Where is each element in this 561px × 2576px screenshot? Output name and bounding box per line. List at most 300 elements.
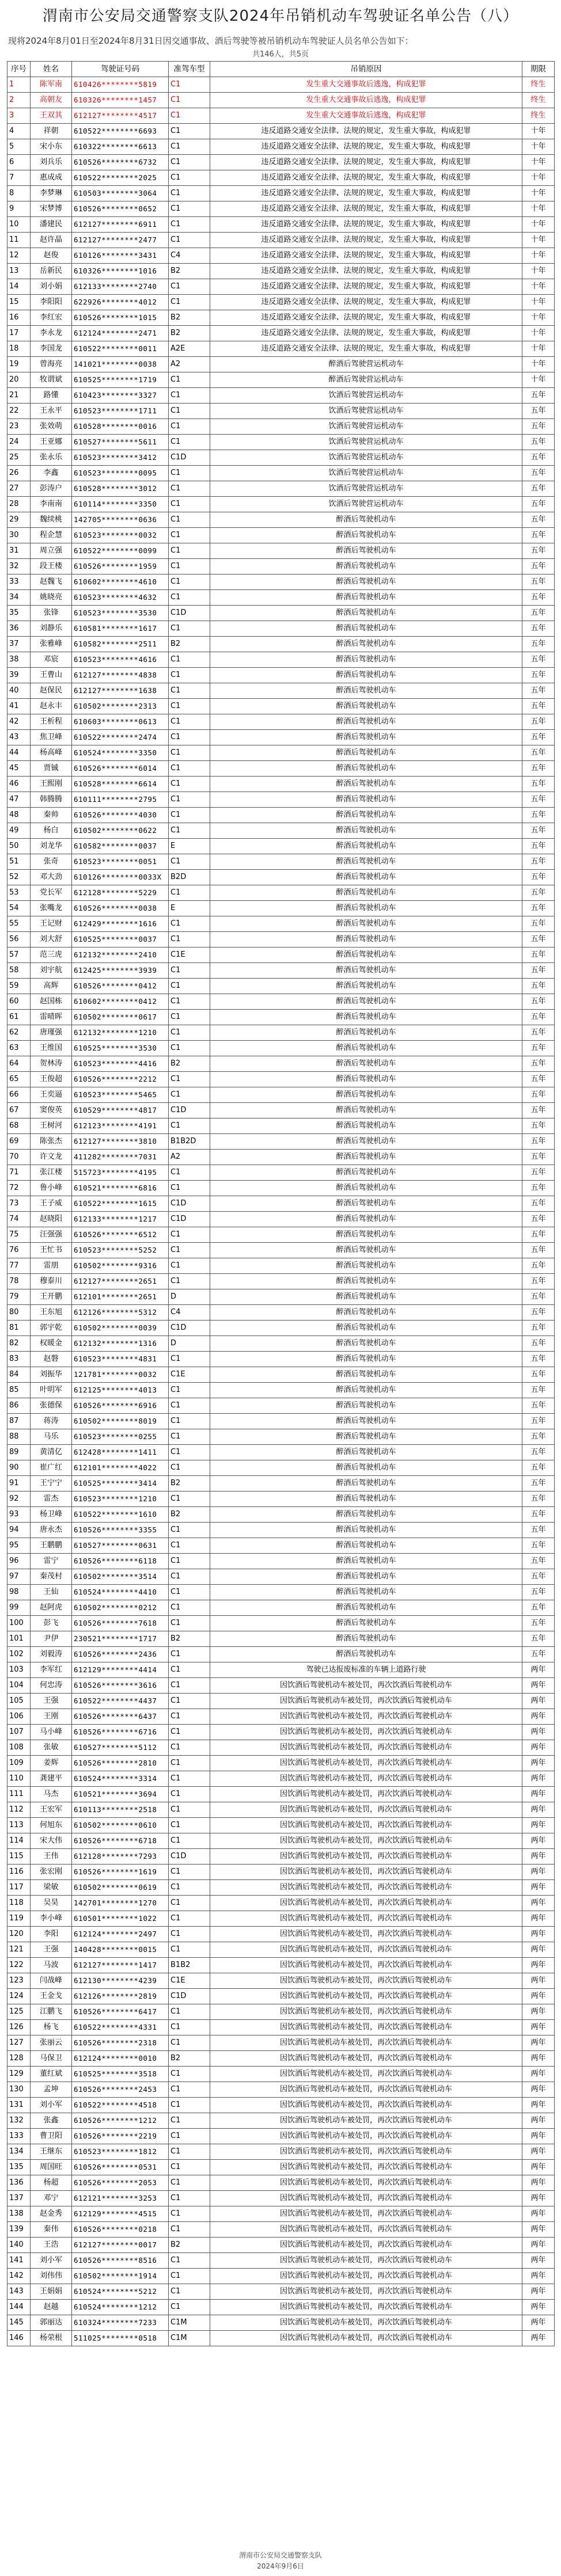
row-term: 两年 bbox=[522, 2113, 555, 2129]
table-row bbox=[7, 1150, 555, 1165]
row-vehicle-class: C1 bbox=[169, 1600, 210, 1616]
row-reason: 因饮酒后驾驶机动车被处罚，再次饮酒后驾驶机动车 bbox=[210, 1725, 522, 1740]
row-term: 五年 bbox=[522, 1025, 555, 1041]
row-vehicle-class: C1 bbox=[169, 1414, 210, 1429]
row-name: 王强 bbox=[31, 1942, 72, 1958]
row-term: 五年 bbox=[522, 1196, 555, 1212]
row-name: 潘建民 bbox=[31, 217, 72, 233]
row-name: 高辉 bbox=[31, 979, 72, 994]
row-term: 两年 bbox=[522, 2315, 555, 2331]
row-name: 周立强 bbox=[31, 543, 72, 559]
row-license-no: 612132********1210 bbox=[72, 1025, 169, 1041]
row-term: 十年 bbox=[522, 264, 555, 279]
row-vehicle-class: C1 bbox=[169, 2222, 210, 2238]
row-license-no: 610523********5465 bbox=[72, 1087, 169, 1103]
row-index: 139 bbox=[7, 2222, 31, 2238]
table-row bbox=[7, 1321, 555, 1336]
row-index: 40 bbox=[7, 683, 31, 699]
row-index: 144 bbox=[7, 2300, 31, 2315]
row-name: 赵晓阳 bbox=[31, 1212, 72, 1227]
row-term: 五年 bbox=[522, 1134, 555, 1150]
row-reason: 醉酒后驾驶机动车 bbox=[210, 1600, 522, 1616]
row-reason: 醉酒后驾驶机动车 bbox=[210, 1429, 522, 1445]
row-vehicle-class: C1 bbox=[169, 466, 210, 481]
row-reason: 醉酒后驾驶机动车 bbox=[210, 730, 522, 745]
row-license-no: 121781********0032 bbox=[72, 1367, 169, 1383]
row-license-no: 610502********0610 bbox=[72, 1818, 169, 1833]
row-license-no: 610526********1212 bbox=[72, 2113, 169, 2129]
row-index: 67 bbox=[7, 1103, 31, 1118]
row-name: 王析程 bbox=[31, 714, 72, 730]
row-license-no: 610526********6512 bbox=[72, 1227, 169, 1243]
row-index: 112 bbox=[7, 1802, 31, 1818]
row-index: 14 bbox=[7, 279, 31, 295]
table-row bbox=[7, 808, 555, 823]
row-term: 两年 bbox=[522, 1989, 555, 2004]
row-name: 崔广红 bbox=[31, 1460, 72, 1476]
table-row bbox=[7, 2206, 555, 2222]
row-name: 杨荣根 bbox=[31, 2331, 72, 2346]
row-vehicle-class: C1 bbox=[169, 1538, 210, 1554]
row-term: 五年 bbox=[522, 497, 555, 512]
row-index: 13 bbox=[7, 264, 31, 279]
table-row bbox=[7, 1196, 555, 1212]
row-index: 106 bbox=[7, 1709, 31, 1725]
row-term: 五年 bbox=[522, 621, 555, 637]
table-row bbox=[7, 1507, 555, 1523]
row-reason: 醉酒后驾驶机动车 bbox=[210, 1460, 522, 1476]
row-vehicle-class: C1 bbox=[169, 1725, 210, 1740]
row-vehicle-class: C1 bbox=[169, 1833, 210, 1849]
row-reason: 因饮酒后驾驶机动车被处罚，再次饮酒后驾驶机动车 bbox=[210, 2160, 522, 2175]
row-name: 刘毅涛 bbox=[31, 1647, 72, 1662]
table-row bbox=[7, 1647, 555, 1662]
row-license-no: 610526********0531 bbox=[72, 2160, 169, 2175]
row-vehicle-class: E bbox=[169, 901, 210, 916]
row-license-no: 610526********0038 bbox=[72, 901, 169, 916]
row-vehicle-class: C1 bbox=[169, 652, 210, 668]
row-reason: 醉酒后驾驶机动车 bbox=[210, 1305, 522, 1321]
row-term: 两年 bbox=[522, 2129, 555, 2144]
row-term: 两年 bbox=[522, 1694, 555, 1709]
row-license-no: 610582********2511 bbox=[72, 637, 169, 652]
table-row bbox=[7, 2004, 555, 2020]
row-index: 26 bbox=[7, 466, 31, 481]
row-name: 王开鹏 bbox=[31, 1289, 72, 1305]
table-row bbox=[7, 1165, 555, 1181]
row-vehicle-class: C1 bbox=[169, 1787, 210, 1802]
row-license-no: 610526********3355 bbox=[72, 1523, 169, 1538]
row-index: 15 bbox=[7, 295, 31, 310]
row-license-no: 612126********2819 bbox=[72, 1989, 169, 2004]
table-row bbox=[7, 1087, 555, 1103]
row-license-no: 610525********1719 bbox=[72, 372, 169, 388]
row-license-no: 610526********1959 bbox=[72, 559, 169, 574]
row-reason: 因饮酒后驾驶机动车被处罚，再次饮酒后驾驶机动车 bbox=[210, 2331, 522, 2346]
row-vehicle-class: C1D bbox=[169, 1212, 210, 1227]
row-name: 刘振华 bbox=[31, 1367, 72, 1383]
row-term: 五年 bbox=[522, 404, 555, 419]
row-vehicle-class: B2 bbox=[169, 1631, 210, 1647]
row-vehicle-class: C1 bbox=[169, 77, 210, 93]
row-name: 刘兵乐 bbox=[31, 155, 72, 170]
row-vehicle-class: C1 bbox=[169, 139, 210, 155]
row-license-no: 610423********3327 bbox=[72, 388, 169, 404]
row-reason: 醉酒后驾驶机动车 bbox=[210, 1087, 522, 1103]
row-term: 两年 bbox=[522, 2253, 555, 2269]
row-license-no: 610521********3694 bbox=[72, 1787, 169, 1802]
row-license-no: 610521********6816 bbox=[72, 1181, 169, 1196]
row-license-no: 610524********3314 bbox=[72, 1771, 169, 1787]
row-vehicle-class: C1E bbox=[169, 1367, 210, 1383]
row-index: 25 bbox=[7, 450, 31, 466]
row-reason: 醉酒后驾驶机动车 bbox=[210, 1321, 522, 1336]
row-vehicle-class: C1 bbox=[169, 108, 210, 124]
row-index: 60 bbox=[7, 994, 31, 1010]
row-vehicle-class: D bbox=[169, 1336, 210, 1352]
table-row bbox=[7, 2253, 555, 2269]
row-term: 五年 bbox=[522, 1274, 555, 1289]
table-row bbox=[7, 854, 555, 870]
row-index: 143 bbox=[7, 2284, 31, 2300]
row-name: 雷宁 bbox=[31, 1554, 72, 1569]
row-reason: 因饮酒后驾驶机动车被处罚，再次饮酒后驾驶机动车 bbox=[210, 2315, 522, 2331]
row-reason: 因饮酒后驾驶机动车被处罚，再次饮酒后驾驶机动车 bbox=[210, 1989, 522, 2004]
row-reason: 因饮酒后驾驶机动车被处罚，再次饮酒后驾驶机动车 bbox=[210, 2175, 522, 2191]
table-row bbox=[7, 916, 555, 932]
row-vehicle-class: C1 bbox=[169, 1709, 210, 1725]
row-reason: 醉酒后驾驶机动车 bbox=[210, 745, 522, 761]
row-name: 李军红 bbox=[31, 1662, 72, 1678]
row-index: 145 bbox=[7, 2315, 31, 2331]
row-name: 窦俊英 bbox=[31, 1103, 72, 1118]
row-name: 岳新民 bbox=[31, 264, 72, 279]
row-term: 五年 bbox=[522, 777, 555, 792]
table-row bbox=[7, 404, 555, 419]
row-vehicle-class: C1 bbox=[169, 2067, 210, 2082]
row-reason: 违反道路交通安全法律、法规的规定，发生重大事故，构成犯罪 bbox=[210, 326, 522, 341]
row-license-no: 610522********1610 bbox=[72, 1507, 169, 1523]
row-license-no: 610581********1617 bbox=[72, 621, 169, 637]
row-license-no: 610526********6718 bbox=[72, 1833, 169, 1849]
table-row bbox=[7, 1523, 555, 1538]
table-row bbox=[7, 870, 555, 885]
row-license-no: 612125********4013 bbox=[72, 1383, 169, 1398]
row-license-no: 612127********4838 bbox=[72, 668, 169, 683]
row-term: 五年 bbox=[522, 637, 555, 652]
row-name: 姚晓亮 bbox=[31, 590, 72, 606]
table-row bbox=[7, 1880, 555, 1896]
row-term: 两年 bbox=[522, 2004, 555, 2020]
row-license-no: 610426********5819 bbox=[72, 77, 169, 93]
row-name: 杨高峰 bbox=[31, 745, 72, 761]
row-index: 93 bbox=[7, 1507, 31, 1523]
table-row bbox=[7, 1787, 555, 1802]
row-index: 128 bbox=[7, 2051, 31, 2067]
row-name: 祥朝 bbox=[31, 124, 72, 139]
row-license-no: 610523********4831 bbox=[72, 1352, 169, 1367]
table-row bbox=[7, 1212, 555, 1227]
row-index: 70 bbox=[7, 1150, 31, 1165]
table-row bbox=[7, 435, 555, 450]
row-term: 五年 bbox=[522, 528, 555, 543]
table-row bbox=[7, 714, 555, 730]
footer-date: 2024年9月6日 bbox=[257, 2562, 304, 2570]
row-reason: 饮酒后驾驶营运机动车 bbox=[210, 404, 522, 419]
row-index: 31 bbox=[7, 543, 31, 559]
row-license-no: 610523********4632 bbox=[72, 590, 169, 606]
row-term: 五年 bbox=[522, 1569, 555, 1585]
table-row bbox=[7, 668, 555, 683]
row-reason: 因饮酒后驾驶机动车被处罚，再次饮酒后驾驶机动车 bbox=[210, 1833, 522, 1849]
row-name: 叶明军 bbox=[31, 1383, 72, 1398]
row-license-no: 612128********7293 bbox=[72, 1849, 169, 1865]
row-index: 110 bbox=[7, 1771, 31, 1787]
row-reason: 因饮酒后驾驶机动车被处罚，再次饮酒后驾驶机动车 bbox=[210, 2269, 522, 2284]
row-index: 68 bbox=[7, 1118, 31, 1134]
row-vehicle-class: C1 bbox=[169, 279, 210, 295]
row-index: 132 bbox=[7, 2113, 31, 2129]
row-term: 两年 bbox=[522, 1927, 555, 1942]
row-name: 王宁宁 bbox=[31, 1476, 72, 1491]
row-name: 张德保 bbox=[31, 1398, 72, 1414]
row-name: 王继东 bbox=[31, 2144, 72, 2160]
row-name: 张嘴龙 bbox=[31, 901, 72, 916]
row-index: 36 bbox=[7, 621, 31, 637]
row-reason: 违反道路交通安全法律、法规的规定，发生重大事故，构成犯罪 bbox=[210, 310, 522, 326]
row-vehicle-class: C1 bbox=[169, 1087, 210, 1103]
row-name: 孟坤 bbox=[31, 2082, 72, 2098]
row-vehicle-class: C1 bbox=[169, 1243, 210, 1258]
row-reason: 醉酒后驾驶机动车 bbox=[210, 1227, 522, 1243]
row-vehicle-class: C1 bbox=[169, 435, 210, 450]
row-index: 104 bbox=[7, 1678, 31, 1694]
row-term: 两年 bbox=[522, 1911, 555, 1927]
table-row bbox=[7, 1274, 555, 1289]
table-row bbox=[7, 1678, 555, 1694]
row-reason: 醉酒后驾驶机动车 bbox=[210, 1507, 522, 1523]
row-license-no: 610527********5611 bbox=[72, 435, 169, 450]
row-index: 81 bbox=[7, 1321, 31, 1336]
table-row bbox=[7, 419, 555, 435]
row-reason: 醉酒后驾驶机动车 bbox=[210, 963, 522, 979]
row-name: 李国龙 bbox=[31, 341, 72, 357]
row-term: 五年 bbox=[522, 590, 555, 606]
row-vehicle-class: C1 bbox=[169, 170, 210, 186]
row-license-no: 610523********3412 bbox=[72, 450, 169, 466]
row-vehicle-class: C1 bbox=[169, 2300, 210, 2315]
row-name: 刘小军 bbox=[31, 2253, 72, 2269]
row-license-no: 610528********3012 bbox=[72, 481, 169, 497]
table-row bbox=[7, 2315, 555, 2331]
table-row bbox=[7, 777, 555, 792]
row-vehicle-class: C1 bbox=[169, 1554, 210, 1569]
row-index: 82 bbox=[7, 1336, 31, 1352]
row-term: 十年 bbox=[522, 201, 555, 217]
row-reason: 醉酒后驾驶机动车 bbox=[210, 839, 522, 854]
row-index: 102 bbox=[7, 1647, 31, 1662]
row-term: 两年 bbox=[522, 2067, 555, 2082]
row-name: 权暖金 bbox=[31, 1336, 72, 1352]
revocation-table bbox=[7, 61, 555, 2346]
row-vehicle-class: A2 bbox=[169, 357, 210, 372]
row-reason: 醉酒后驾驶机动车 bbox=[210, 979, 522, 994]
table-row bbox=[7, 1181, 555, 1196]
row-vehicle-class: D bbox=[169, 1289, 210, 1305]
table-row bbox=[7, 1818, 555, 1833]
row-vehicle-class: C1 bbox=[169, 2098, 210, 2113]
row-term: 五年 bbox=[522, 1600, 555, 1616]
row-reason: 违反道路交通安全法律、法规的规定，发生重大事故，构成犯罪 bbox=[210, 155, 522, 170]
table-row bbox=[7, 1414, 555, 1429]
row-term: 两年 bbox=[522, 1771, 555, 1787]
table-row bbox=[7, 963, 555, 979]
row-name: 赵阿虎 bbox=[31, 1600, 72, 1616]
row-term: 两年 bbox=[522, 2082, 555, 2098]
row-reason: 醉酒后驾驶营运机动车 bbox=[210, 357, 522, 372]
row-name: 王忙书 bbox=[31, 1243, 72, 1258]
row-vehicle-class: C1 bbox=[169, 512, 210, 528]
table-row bbox=[7, 1740, 555, 1756]
row-name: 梁敏 bbox=[31, 1880, 72, 1896]
row-vehicle-class: C1 bbox=[169, 201, 210, 217]
row-index: 127 bbox=[7, 2035, 31, 2051]
row-reason: 醉酒后驾驶机动车 bbox=[210, 668, 522, 683]
row-name: 刘伟伟 bbox=[31, 2269, 72, 2284]
row-name: 姜辉 bbox=[31, 1756, 72, 1771]
table-row bbox=[7, 1942, 555, 1958]
row-vehicle-class: B2 bbox=[169, 1056, 210, 1072]
row-name: 彭飞 bbox=[31, 1616, 72, 1631]
row-index: 19 bbox=[7, 357, 31, 372]
row-reason: 醉酒后驾驶机动车 bbox=[210, 1025, 522, 1041]
row-term: 五年 bbox=[522, 699, 555, 714]
row-name: 赵金秀 bbox=[31, 2206, 72, 2222]
table-row bbox=[7, 2020, 555, 2035]
row-vehicle-class: C1 bbox=[169, 2206, 210, 2222]
row-license-no: 612124********0010 bbox=[72, 2051, 169, 2067]
row-name: 李红宏 bbox=[31, 310, 72, 326]
header-name: 姓名 bbox=[31, 62, 72, 77]
row-term: 五年 bbox=[522, 1491, 555, 1507]
table-row bbox=[7, 1072, 555, 1087]
table-row bbox=[7, 1227, 555, 1243]
table-header-row bbox=[7, 62, 555, 77]
row-term: 五年 bbox=[522, 1087, 555, 1103]
row-reason: 因饮酒后驾驶机动车被处罚，再次饮酒后驾驶机动车 bbox=[210, 1896, 522, 1911]
table-row bbox=[7, 792, 555, 808]
table-row bbox=[7, 295, 555, 310]
row-vehicle-class: C1 bbox=[169, 372, 210, 388]
row-name: 马小峰 bbox=[31, 1725, 72, 1740]
row-reason: 醉酒后驾驶机动车 bbox=[210, 870, 522, 885]
row-name: 王鹏鹏 bbox=[31, 1538, 72, 1554]
row-reason: 醉酒后驾驶机动车 bbox=[210, 1103, 522, 1118]
row-term: 两年 bbox=[522, 1849, 555, 1865]
table-row bbox=[7, 1476, 555, 1491]
row-vehicle-class: C1 bbox=[169, 2160, 210, 2175]
row-reason: 醉酒后驾驶机动车 bbox=[210, 1647, 522, 1662]
row-reason: 因饮酒后驾驶机动车被处罚，再次饮酒后驾驶机动车 bbox=[210, 2300, 522, 2315]
row-term: 五年 bbox=[522, 1383, 555, 1398]
table-row bbox=[7, 621, 555, 637]
row-index: 24 bbox=[7, 435, 31, 450]
row-term: 五年 bbox=[522, 1227, 555, 1243]
row-index: 86 bbox=[7, 1398, 31, 1414]
row-vehicle-class: C1 bbox=[169, 1802, 210, 1818]
row-term: 五年 bbox=[522, 1476, 555, 1491]
row-term: 两年 bbox=[522, 2191, 555, 2206]
row-index: 3 bbox=[7, 108, 31, 124]
table-row bbox=[7, 559, 555, 574]
row-term: 五年 bbox=[522, 683, 555, 699]
row-license-no: 612128********5229 bbox=[72, 885, 169, 901]
row-reason: 醉酒后驾驶机动车 bbox=[210, 1569, 522, 1585]
row-reason: 饮酒后驾驶营运机动车 bbox=[210, 450, 522, 466]
table-row bbox=[7, 1289, 555, 1305]
row-reason: 醉酒后驾驶机动车 bbox=[210, 574, 522, 590]
row-vehicle-class: C1 bbox=[169, 155, 210, 170]
row-vehicle-class: C1 bbox=[169, 1181, 210, 1196]
row-index: 105 bbox=[7, 1694, 31, 1709]
row-license-no: 610326********1457 bbox=[72, 93, 169, 108]
row-license-no: 141021********0038 bbox=[72, 357, 169, 372]
intro-text: 现将2024年8月01日至2024年8月31日因交通事故、酒后驾驶等被吊销机动车驾驶证人员名单公告如下： bbox=[8, 36, 414, 46]
row-index: 129 bbox=[7, 2067, 31, 2082]
row-vehicle-class: B2 bbox=[169, 310, 210, 326]
row-index: 87 bbox=[7, 1414, 31, 1429]
row-index: 91 bbox=[7, 1476, 31, 1491]
row-name: 程企慧 bbox=[31, 528, 72, 543]
table-row bbox=[7, 652, 555, 668]
row-index: 88 bbox=[7, 1429, 31, 1445]
row-term: 五年 bbox=[522, 450, 555, 466]
row-index: 10 bbox=[7, 217, 31, 233]
table-row bbox=[7, 1616, 555, 1631]
row-vehicle-class: C1D bbox=[169, 1849, 210, 1865]
row-reason: 因饮酒后驾驶机动车被处罚，再次饮酒后驾驶机动车 bbox=[210, 1973, 522, 1989]
row-term: 五年 bbox=[522, 979, 555, 994]
row-reason: 醉酒后驾驶机动车 bbox=[210, 792, 522, 808]
row-term: 十年 bbox=[522, 279, 555, 295]
row-vehicle-class: C1 bbox=[169, 714, 210, 730]
row-reason: 违反道路交通安全法律、法规的规定，发生重大事故，构成犯罪 bbox=[210, 341, 522, 357]
row-vehicle-class: C1 bbox=[169, 1927, 210, 1942]
row-reason: 醉酒后驾驶机动车 bbox=[210, 1538, 522, 1554]
row-term: 五年 bbox=[522, 963, 555, 979]
table-row bbox=[7, 2222, 555, 2238]
row-license-no: 610528********6614 bbox=[72, 777, 169, 792]
row-reason: 醉酒后驾驶机动车 bbox=[210, 1134, 522, 1150]
row-reason: 因饮酒后驾驶机动车被处罚，再次饮酒后驾驶机动车 bbox=[210, 1911, 522, 1927]
row-name: 陈张杰 bbox=[31, 1134, 72, 1150]
row-reason: 因饮酒后驾驶机动车被处罚，再次饮酒后驾驶机动车 bbox=[210, 1678, 522, 1694]
table-row bbox=[7, 466, 555, 481]
row-license-no: 610322********6613 bbox=[72, 139, 169, 155]
row-term: 五年 bbox=[522, 1103, 555, 1118]
row-license-no: 610326********1016 bbox=[72, 264, 169, 279]
row-name: 陈军南 bbox=[31, 77, 72, 93]
row-vehicle-class: C1 bbox=[169, 93, 210, 108]
table-row bbox=[7, 1538, 555, 1554]
row-name: 彭涛户 bbox=[31, 481, 72, 497]
row-index: 116 bbox=[7, 1865, 31, 1880]
row-term: 五年 bbox=[522, 1010, 555, 1025]
row-reason: 饮酒后驾驶营运机动车 bbox=[210, 481, 522, 497]
row-term: 五年 bbox=[522, 1429, 555, 1445]
row-term: 五年 bbox=[522, 761, 555, 777]
row-index: 43 bbox=[7, 730, 31, 745]
